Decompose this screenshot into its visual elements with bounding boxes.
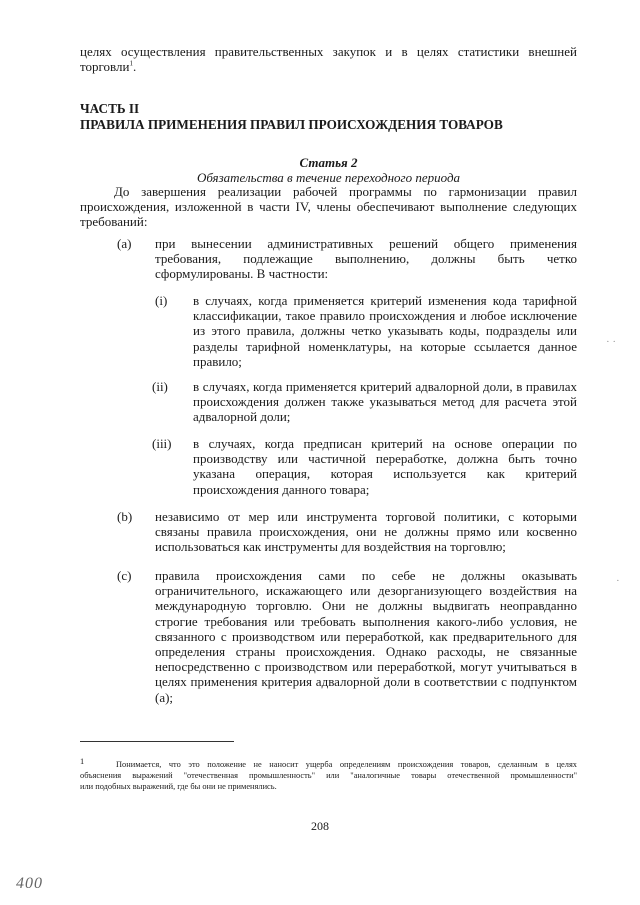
article-subtitle: Обязательства в течение переходного периода (196, 170, 461, 185)
handwritten-page-mark: 400 (16, 875, 43, 892)
item-label-b: (b) (117, 509, 133, 524)
item-text-c: правила происхождения сами по себе не должны оказывать ограничительного, искажающего или дезорганизующего воздействия на международную торговлю. Они не должны выдвигать неоправданно строгие требования или требовать выполнения какого-либо условия, не связанного с производством или переработкой, как предварительного для определения страны происхождения. Однако расходы, не связанные непосредственно с производством или переработкой, могут учитываться в целях применения критерия адвалорной доли в соответствии с подпунктом (a); (155, 568, 577, 705)
part-label: ЧАСТЬ II (80, 101, 140, 116)
footnote-ref: 1 (129, 59, 133, 68)
subitem-text-i: в случаях, когда применяется критерий изменения кода тарифной классификации, такое правило происхождения и любое исключение из этого правила, должны четко указывать коды, подразделы или разделы тарифной номенклатуры, на которые ссылается данное правило; (193, 293, 577, 369)
item-text-a: при вынесении административных решений общего применения требования, подлежащие выполнению, должны быть четко сформулированы. В частности: (155, 236, 577, 282)
subitem-text-ii: в случаях, когда применяется критерий адвалорной доли, в правилах происхождения должен также указываться метод для расчета этой адвалорной доли; (193, 379, 577, 425)
intro-continuation: целях осуществления правительственных закупок и в целях статистики внешней торговли$^1$. (80, 44, 577, 75)
article-title: Статья 2 (299, 155, 358, 170)
subitem-label-i: (i) (155, 293, 168, 308)
item-text-b: независимо от мер или инструмента торговой политики, с которыми связаны правила происхождения, они не должны прямо или косвенно использоваться как инструменты для воздействия на торговлю; (155, 509, 577, 555)
footnote-text: Понимается, что это положение не наносит ущерба определениям происхождения товаров, сделанным в целях объяснения выражений "отечественная промышленность" или "аналогичные товары отечественной промышленности" или подобных выражений, где бы они не применялись. (80, 760, 577, 791)
subitem-text-iii: в случаях, когда предписан критерий на основе операции по производству или частичной переработке, должна быть точно указана операция, которая используется как критерий происхождения данного товара; (193, 436, 577, 497)
margin-mark: · (616, 575, 620, 587)
footnote-divider (80, 741, 234, 742)
footnote-number: 1 (80, 757, 85, 766)
subitem-label-ii: (ii) (152, 379, 168, 394)
item-label-a: (а) (117, 236, 132, 251)
page-number: 208 (311, 819, 329, 833)
subitem-label-iii: (iii) (152, 436, 172, 451)
margin-mark: · · (606, 336, 617, 348)
item-label-c: (с) (117, 568, 132, 583)
part-title: ПРАВИЛА ПРИМЕНЕНИЯ ПРАВИЛ ПРОИСХОЖДЕНИЯ ТОВАРОВ (80, 117, 503, 132)
article-lead-paragraph: До завершения реализации рабочей программы по гармонизации правил происхождения, изложенной в части IV, члены обеспечивают выполнение следующих требований: (80, 184, 577, 230)
